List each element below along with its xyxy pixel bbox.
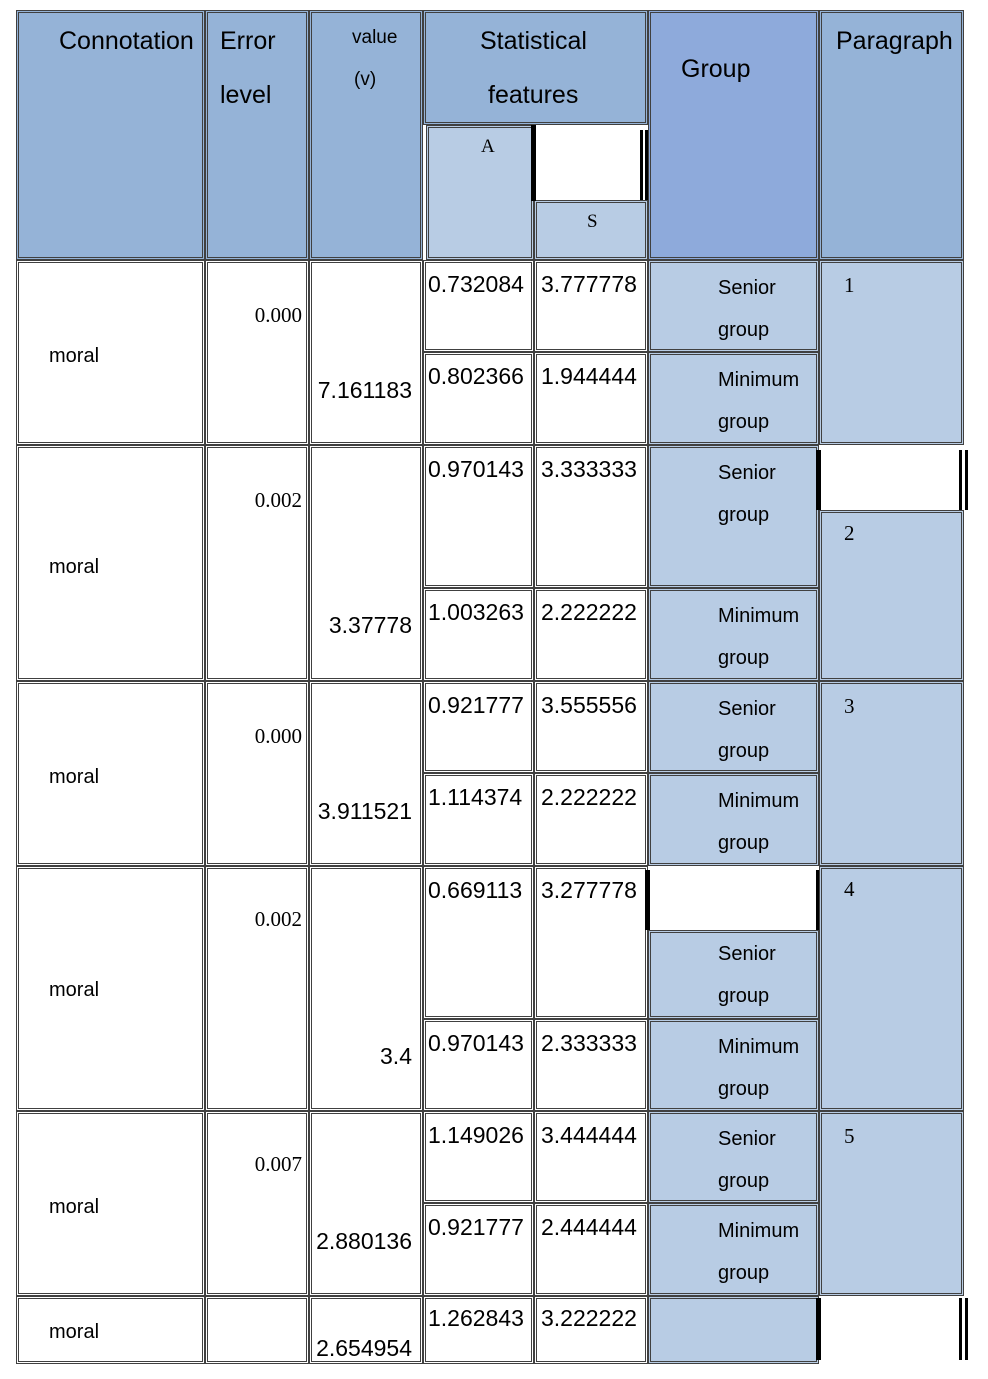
row5-minimum-a-cell <box>423 1203 534 1296</box>
row5-connotation: moral <box>49 1196 100 1218</box>
header-connotation-cell <box>16 10 205 260</box>
row5-senior-group-line1: Senior <box>718 1128 776 1150</box>
row6-value-cell <box>309 1296 423 1364</box>
row4-paragraph-cell <box>819 866 964 1111</box>
row5-senior-s: 3.444444 <box>541 1122 637 1148</box>
row3-senior-group-line2: group <box>718 740 770 762</box>
row2-senior-group-line1: Senior <box>718 462 776 484</box>
row2-minimum-a: 1.003263 <box>428 599 524 625</box>
row2-minimum-s-cell <box>534 588 648 681</box>
row4-minimum-a-cell <box>423 1019 534 1111</box>
header-col-a: A <box>481 136 495 157</box>
row2-senior-group-cell <box>648 445 819 588</box>
row3-paragraph-cell <box>819 681 964 866</box>
row4-error-level: 0.002 <box>254 907 302 931</box>
row5-error-level: 0.007 <box>254 1152 302 1176</box>
header-col-a-cell <box>426 125 534 260</box>
header-paragraph: Paragraph <box>836 27 953 55</box>
row4-senior-a-cell <box>423 866 534 1019</box>
row3-senior-a-cell <box>423 681 534 773</box>
row3-senior-a: 0.921777 <box>428 692 524 718</box>
row1-value-cell <box>309 260 423 445</box>
row1-connotation-cell <box>16 260 205 445</box>
row4-senior-group-line1: Senior <box>718 943 776 965</box>
row3-error-level: 0.000 <box>254 724 302 748</box>
row2-minimum-group-cell <box>648 588 819 681</box>
row5-minimum-group-line2: group <box>718 1262 770 1284</box>
header-group-cell <box>648 10 819 260</box>
row6-connotation-cell <box>16 1296 205 1364</box>
row1-error-level: 0.000 <box>254 303 302 327</box>
row5-minimum-a: 0.921777 <box>428 1214 524 1240</box>
row4-minimum-group-line2: group <box>718 1078 770 1100</box>
row6-senior-a: 1.262843 <box>428 1305 524 1331</box>
row2-senior-a-cell <box>423 445 534 588</box>
row1-paragraph: 1 <box>844 273 855 297</box>
row2-minimum-group-line2: group <box>718 647 770 669</box>
row1-minimum-s: 1.944444 <box>541 363 637 389</box>
row4-value: 3.4 <box>380 1043 412 1069</box>
row1-minimum-group-line1: Minimum <box>718 369 800 391</box>
row4-senior-group-line2: group <box>718 985 770 1007</box>
row4-minimum-a: 0.970143 <box>428 1030 524 1056</box>
row3-minimum-group-line1: Minimum <box>718 790 800 812</box>
row3-value-cell <box>309 681 423 866</box>
header-error-level-line1: Error <box>220 27 276 55</box>
row1-minimum-group-line2: group <box>718 411 770 433</box>
row4-minimum-group-cell <box>648 1019 819 1111</box>
row4-senior-s: 3.277778 <box>541 877 637 903</box>
mark-bar <box>816 1298 821 1360</box>
row1-minimum-s-cell <box>534 352 648 445</box>
mark-bar <box>965 1298 968 1360</box>
row5-senior-a: 1.149026 <box>428 1122 524 1148</box>
row4-connotation: moral <box>49 979 100 1001</box>
row1-senior-group-line1: Senior <box>718 277 776 299</box>
row6-paragraph-cell <box>819 1296 964 1364</box>
row4-minimum-s-cell <box>534 1019 648 1111</box>
row3-senior-s: 3.555556 <box>541 692 637 718</box>
row4-minimum-group-line1: Minimum <box>718 1036 800 1058</box>
row2-paragraph-top <box>819 445 964 511</box>
header-connotation: Connotation <box>59 27 194 55</box>
row4-senior-group-cell <box>648 930 819 1019</box>
header-value-line2: (v) <box>354 69 377 90</box>
row3-senior-s-cell <box>534 681 648 773</box>
row1-minimum-a-cell <box>423 352 534 445</box>
row2-paragraph: 2 <box>844 521 855 545</box>
header-value-line1: value <box>352 27 398 48</box>
row6-senior-s-cell <box>534 1296 648 1364</box>
row6-senior-s: 3.222222 <box>541 1305 637 1331</box>
row2-minimum-group-line1: Minimum <box>718 605 800 627</box>
row2-senior-group-line2: group <box>718 504 770 526</box>
mark-bar <box>959 450 962 510</box>
header-col-s-cell <box>534 200 648 260</box>
row2-connotation-cell <box>16 445 205 681</box>
row5-minimum-group-line1: Minimum <box>718 1220 800 1242</box>
row3-minimum-group-cell <box>648 773 819 866</box>
mark-bar <box>645 870 650 930</box>
row6-error-level-cell <box>205 1296 309 1364</box>
row4-minimum-s: 2.333333 <box>541 1030 637 1056</box>
row1-senior-s: 3.777778 <box>541 271 637 297</box>
header-statistical-cell <box>423 10 648 125</box>
row1-value: 7.161183 <box>317 377 412 403</box>
row2-minimum-a-cell <box>423 588 534 681</box>
row5-senior-group-cell <box>648 1111 819 1203</box>
row1-senior-a-cell <box>423 260 534 352</box>
row2-senior-s-cell <box>534 445 648 588</box>
row4-connotation-cell <box>16 866 205 1111</box>
row2-error-level: 0.002 <box>254 488 302 512</box>
row2-senior-s: 3.333333 <box>541 456 637 482</box>
row2-connotation: moral <box>49 556 100 578</box>
row5-senior-group-line2: group <box>718 1170 770 1192</box>
mark-bar <box>965 450 968 510</box>
row1-senior-s-cell <box>534 260 648 352</box>
row5-senior-s-cell <box>534 1111 648 1203</box>
row5-minimum-group-cell <box>648 1203 819 1296</box>
row5-value-cell <box>309 1111 423 1296</box>
row2-value: 3.37778 <box>328 612 412 638</box>
header-paragraph-cell <box>819 10 964 260</box>
row6-group-cell <box>648 1296 819 1364</box>
row5-connotation-cell <box>16 1111 205 1296</box>
row4-group-top <box>648 866 819 932</box>
mark-bar <box>640 130 643 200</box>
row3-paragraph: 3 <box>844 694 855 718</box>
row1-senior-a: 0.732084 <box>428 271 524 297</box>
header-error-level-line2: level <box>220 81 272 109</box>
mark-bar <box>816 450 821 510</box>
row2-minimum-s: 2.222222 <box>541 599 637 625</box>
header-value-cell <box>309 10 423 260</box>
row3-connotation-cell <box>16 681 205 866</box>
row5-paragraph-cell <box>819 1111 964 1296</box>
row1-connotation: moral <box>49 345 100 367</box>
header-statistical-line2: features <box>488 81 579 109</box>
row2-value-cell <box>309 445 423 681</box>
row1-senior-group-cell <box>648 260 819 352</box>
row3-senior-group-cell <box>648 681 819 773</box>
row5-paragraph: 5 <box>844 1124 855 1148</box>
mark-bar <box>531 125 536 201</box>
row1-minimum-a: 0.802366 <box>428 363 524 389</box>
header-col-s: S <box>587 211 598 232</box>
header-col-s-top <box>534 125 648 202</box>
row4-error-level-cell <box>205 866 309 1111</box>
row3-minimum-group-line2: group <box>718 832 770 854</box>
row3-connotation: moral <box>49 766 100 788</box>
row3-value: 3.911521 <box>317 798 412 824</box>
row1-paragraph-cell <box>819 260 964 445</box>
row4-value-cell <box>309 866 423 1111</box>
row1-senior-group-line2: group <box>718 319 770 341</box>
mark-bar <box>959 1298 962 1360</box>
row2-paragraph-cell <box>819 510 964 681</box>
header-group: Group <box>681 55 751 83</box>
row3-minimum-a-cell <box>423 773 534 866</box>
row3-error-level-cell <box>205 681 309 866</box>
row3-minimum-a: 1.114374 <box>428 784 523 810</box>
row3-minimum-s: 2.222222 <box>541 784 637 810</box>
header-error-level-cell <box>205 10 309 260</box>
row6-connotation: moral <box>49 1321 100 1343</box>
row2-error-level-cell <box>205 445 309 681</box>
row5-senior-a-cell <box>423 1111 534 1203</box>
row6-value: 2.654954 <box>316 1335 412 1361</box>
row5-value: 2.880136 <box>316 1228 412 1254</box>
row5-error-level-cell <box>205 1111 309 1296</box>
row2-senior-a: 0.970143 <box>428 456 524 482</box>
row5-minimum-s-cell <box>534 1203 648 1296</box>
row3-senior-group-line1: Senior <box>718 698 776 720</box>
row1-minimum-group-cell <box>648 352 819 445</box>
row4-senior-s-cell <box>534 866 648 1019</box>
row1-error-level-cell <box>205 260 309 445</box>
row5-minimum-s: 2.444444 <box>541 1214 637 1240</box>
row4-senior-a: 0.669113 <box>428 877 523 903</box>
row3-minimum-s-cell <box>534 773 648 866</box>
header-statistical-line1: Statistical <box>480 27 587 55</box>
row6-senior-a-cell <box>423 1296 534 1364</box>
row4-paragraph: 4 <box>844 877 855 901</box>
